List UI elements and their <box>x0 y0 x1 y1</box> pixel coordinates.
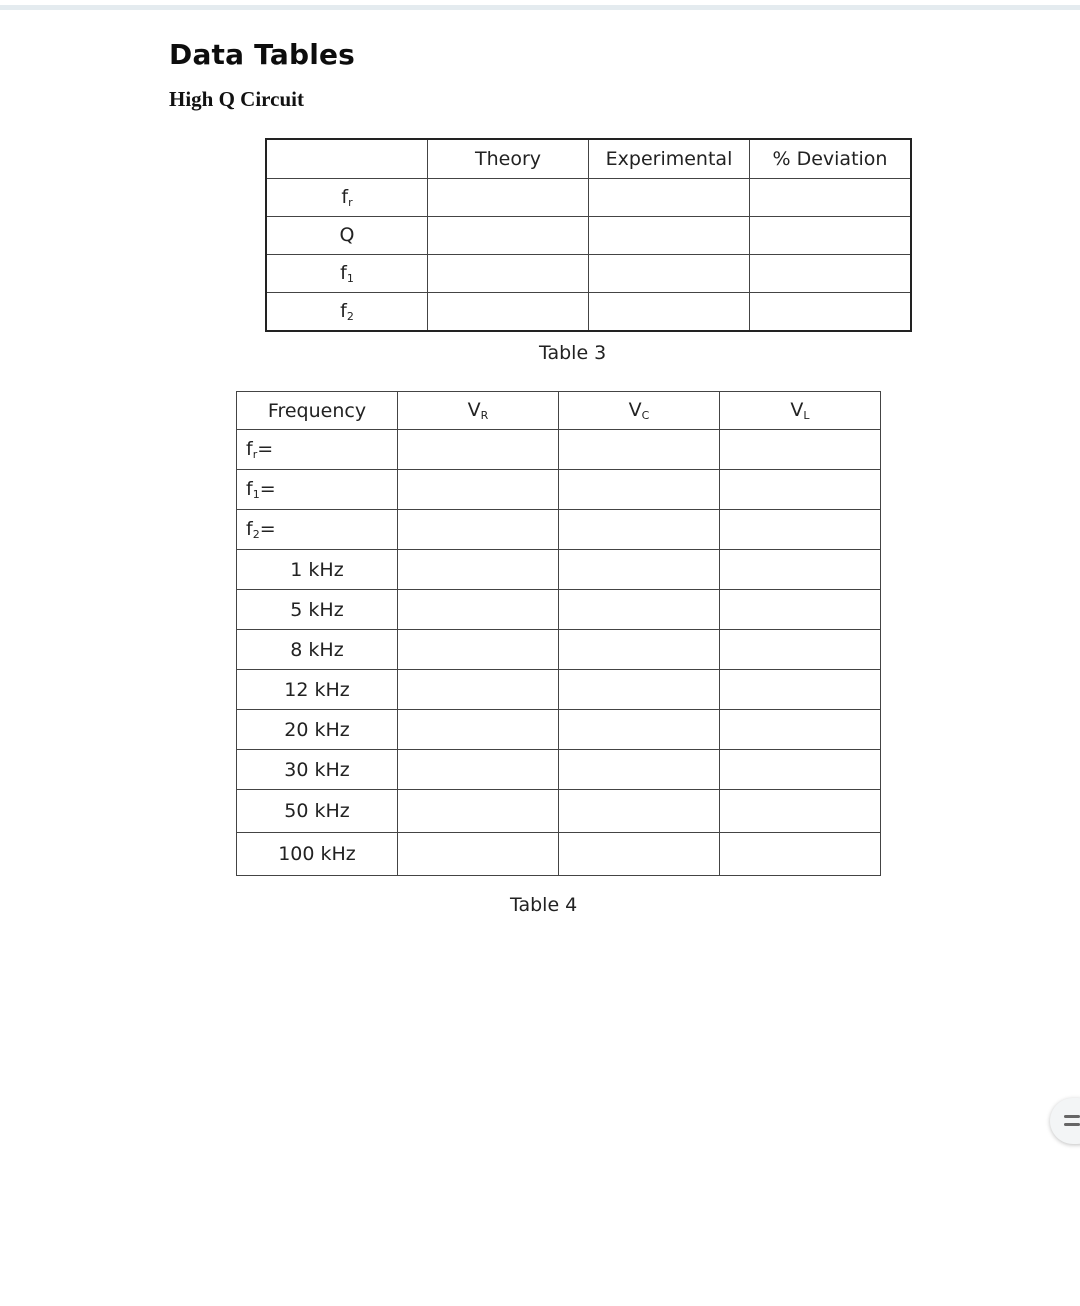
header-cell-vc <box>559 392 720 430</box>
theory-cell[interactable] <box>428 255 589 293</box>
row-label-base: f <box>341 186 349 208</box>
experimental-cell[interactable] <box>589 293 750 332</box>
table-row <box>237 710 881 750</box>
header-label-base: V <box>628 399 642 421</box>
frequency-cell: 8 kHz <box>237 630 398 670</box>
vl-cell[interactable] <box>720 833 881 876</box>
vl-cell[interactable] <box>720 750 881 790</box>
theory-cell[interactable] <box>428 293 589 332</box>
handle-line-icon <box>1064 1115 1080 1118</box>
vr-cell[interactable] <box>398 470 559 510</box>
header-cell-frequency <box>237 392 398 430</box>
table-header-row <box>237 392 881 430</box>
row-label-subscript: 1 <box>252 488 260 501</box>
frequency-cell: 100 kHz <box>237 833 398 876</box>
row-label-f2 <box>266 293 428 332</box>
vc-cell[interactable] <box>559 670 720 710</box>
table-row <box>266 255 911 293</box>
row-label-f1 <box>237 470 398 510</box>
header-label-subscript: L <box>803 409 810 422</box>
header-label: Frequency <box>267 399 367 422</box>
vr-cell[interactable] <box>398 590 559 630</box>
vr-cell[interactable] <box>398 710 559 750</box>
table-3-caption: Table 3 <box>539 342 607 364</box>
vr-cell[interactable] <box>398 430 559 470</box>
section-heading: High Q Circuit <box>169 87 304 111</box>
deviation-cell[interactable] <box>750 179 912 217</box>
row-label-fr <box>266 179 428 217</box>
vc-cell[interactable] <box>559 590 720 630</box>
table-row <box>266 217 911 255</box>
vc-cell[interactable] <box>559 630 720 670</box>
vc-cell[interactable] <box>559 790 720 833</box>
row-label-fr <box>237 430 398 470</box>
row-label-suffix: = <box>257 438 274 460</box>
header-label-subscript: C <box>641 409 650 422</box>
table-row <box>266 293 911 332</box>
experimental-cell[interactable] <box>589 179 750 217</box>
header-cell-vl <box>720 392 881 430</box>
deviation-cell[interactable] <box>750 217 912 255</box>
vl-cell[interactable] <box>720 710 881 750</box>
vc-cell[interactable] <box>559 550 720 590</box>
vl-cell[interactable] <box>720 630 881 670</box>
row-label-subscript: 2 <box>252 528 260 541</box>
row-label-f2 <box>237 510 398 550</box>
row-label-f1 <box>266 255 428 293</box>
table-row <box>266 179 911 217</box>
vc-cell[interactable] <box>559 750 720 790</box>
row-label-subscript: 2 <box>346 310 354 323</box>
deviation-cell[interactable] <box>750 293 912 332</box>
header-cell-theory: Theory <box>428 139 589 179</box>
vr-cell[interactable] <box>398 550 559 590</box>
experimental-cell[interactable] <box>589 217 750 255</box>
header-label-base: V <box>790 399 804 421</box>
frequency-cell: 12 kHz <box>237 670 398 710</box>
table-4 <box>236 391 881 876</box>
vr-cell[interactable] <box>398 630 559 670</box>
vl-cell[interactable] <box>720 590 881 630</box>
vc-cell[interactable] <box>559 710 720 750</box>
row-label-q <box>266 217 428 255</box>
row-label-suffix: = <box>259 518 276 540</box>
top-divider-bar <box>0 5 1080 10</box>
vc-cell[interactable] <box>559 470 720 510</box>
frequency-cell: 5 kHz <box>237 590 398 630</box>
table-row <box>237 833 881 876</box>
vc-cell[interactable] <box>559 430 720 470</box>
frequency-cell: 50 kHz <box>237 790 398 833</box>
vr-cell[interactable] <box>398 750 559 790</box>
header-cell-vr <box>398 392 559 430</box>
theory-cell[interactable] <box>428 217 589 255</box>
row-label-base: f <box>340 262 347 284</box>
vl-cell[interactable] <box>720 510 881 550</box>
table-header-row <box>266 139 911 179</box>
vr-cell[interactable] <box>398 790 559 833</box>
vl-cell[interactable] <box>720 430 881 470</box>
row-label-subscript: r <box>348 196 353 209</box>
row-label-base: f <box>246 478 253 500</box>
table-row <box>237 790 881 833</box>
table-row <box>237 430 881 470</box>
vr-cell[interactable] <box>398 833 559 876</box>
table-row <box>237 470 881 510</box>
theory-cell[interactable] <box>428 179 589 217</box>
drag-handle-icon[interactable] <box>1050 1098 1080 1144</box>
vl-cell[interactable] <box>720 670 881 710</box>
row-label-subscript: r <box>252 448 258 461</box>
vr-cell[interactable] <box>398 510 559 550</box>
header-cell-experimental: Experimental <box>589 139 750 179</box>
row-label-base: f <box>246 438 253 460</box>
table-4-caption: Table 4 <box>510 894 578 916</box>
vl-cell[interactable] <box>720 470 881 510</box>
row-label-suffix: = <box>259 478 276 500</box>
vl-cell[interactable] <box>720 550 881 590</box>
table-row <box>237 670 881 710</box>
table-row <box>237 510 881 550</box>
handle-line-icon <box>1064 1123 1080 1126</box>
vl-cell[interactable] <box>720 790 881 833</box>
header-label-base: V <box>467 399 481 421</box>
header-cell-empty <box>266 139 428 179</box>
row-label-base: f <box>246 518 253 540</box>
row-label-base: Q <box>339 224 355 246</box>
table-3 <box>265 138 912 332</box>
deviation-cell[interactable] <box>750 255 912 293</box>
experimental-cell[interactable] <box>589 255 750 293</box>
row-label-base: f <box>340 300 347 322</box>
table-row <box>237 550 881 590</box>
frequency-cell: 20 kHz <box>237 710 398 750</box>
frequency-cell: 1 kHz <box>237 550 398 590</box>
header-cell-deviation: % Deviation <box>750 139 912 179</box>
table-row <box>237 750 881 790</box>
vr-cell[interactable] <box>398 670 559 710</box>
document-heading: Data Tables <box>169 38 356 71</box>
table-row <box>237 630 881 670</box>
header-label-subscript: R <box>480 409 489 422</box>
vc-cell[interactable] <box>559 510 720 550</box>
frequency-cell: 30 kHz <box>237 750 398 790</box>
table-row <box>237 590 881 630</box>
vc-cell[interactable] <box>559 833 720 876</box>
row-label-subscript: 1 <box>346 272 354 285</box>
